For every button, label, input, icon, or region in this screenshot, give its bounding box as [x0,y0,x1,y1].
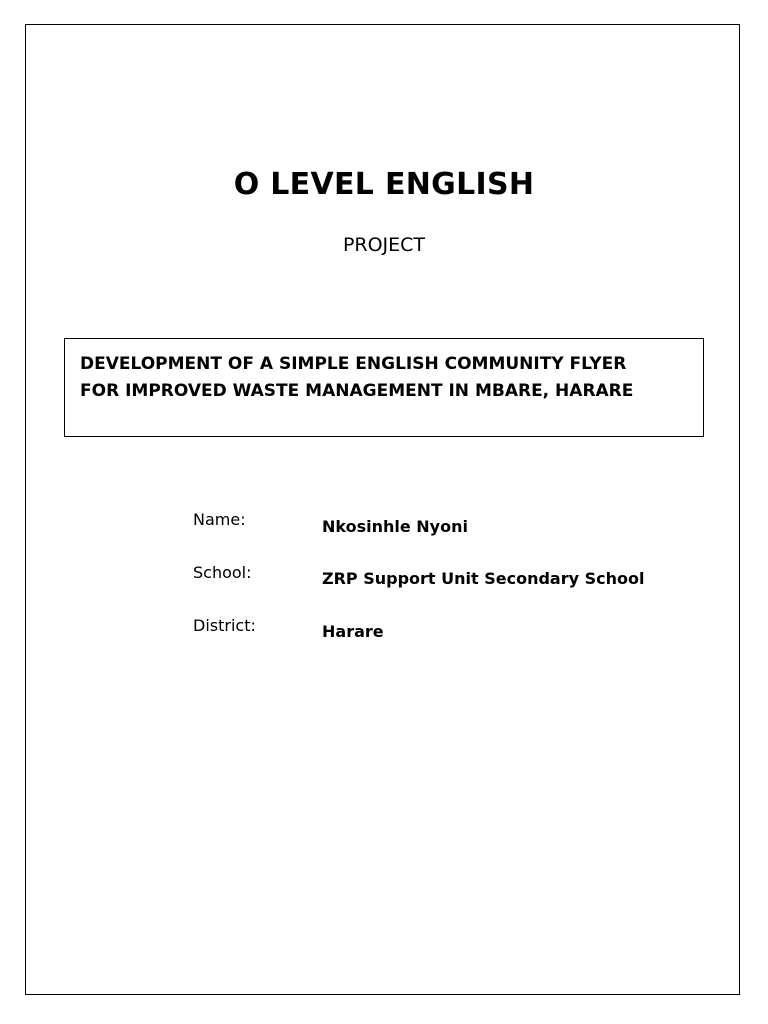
project-topic-line-2: FOR IMPROVED WASTE MANAGEMENT IN MBARE, HARARE [80,381,634,401]
school-value: ZRP Support Unit Secondary School [322,569,645,588]
document-subtitle: PROJECT [342,234,426,256]
district-value: Harare [322,622,384,641]
document-title: O LEVEL ENGLISH [233,167,535,202]
name-label: Name: [193,510,246,529]
project-topic-line-1: DEVELOPMENT OF A SIMPLE ENGLISH COMMUNITY FLYER [80,354,627,374]
district-label: District: [193,616,256,635]
school-label: School: [193,563,252,582]
project-topic-box [64,338,704,437]
name-value: Nkosinhle Nyoni [322,517,468,536]
